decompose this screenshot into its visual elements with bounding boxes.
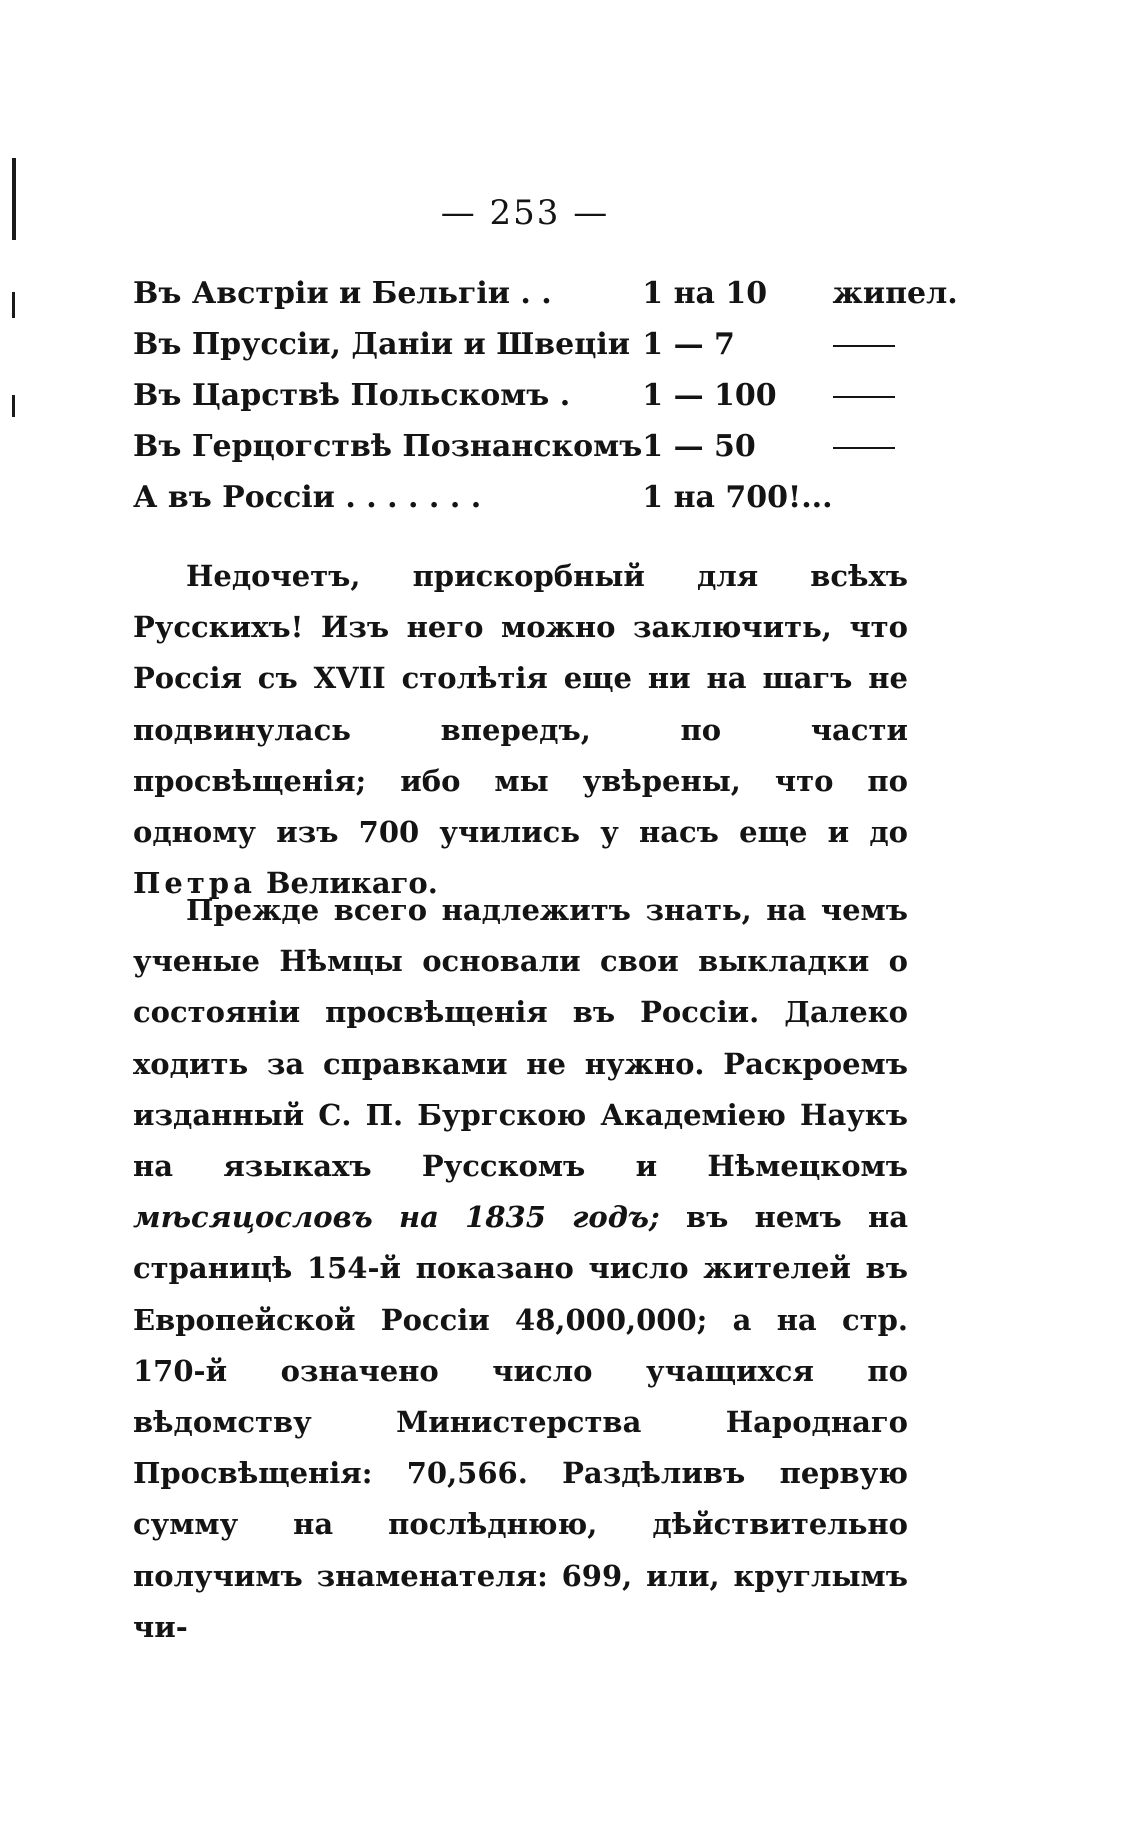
- page-number: — 253 —: [440, 193, 610, 233]
- scan-edge-mark: [12, 292, 15, 318]
- literacy-statistics-table: [133, 268, 958, 523]
- region-cell: Въ Герцогствѣ Познанскомъ: [133, 429, 643, 464]
- region-cell: А въ Россіи . . . . . . .: [133, 480, 482, 515]
- table-row: [133, 472, 958, 523]
- region-cell: Въ Царствѣ Польскомъ .: [133, 378, 571, 413]
- ratio-cell: 1 на 10: [642, 276, 768, 311]
- unit-cell: [833, 421, 958, 472]
- paragraph-1: [133, 551, 908, 909]
- paragraph-1-text: Недочетъ, прискорбный для всѣхъ Русскихъ! Изъ него можно заключить, что Россія съ XVII столѣтія еще ни на шагъ не подвинулась впередъ, по части просвѣщенія; ибо мы увѣрены, что по одному изъ 700 учились у насъ еще и до: [133, 559, 908, 850]
- ratio-cell: 1 на 700!...: [642, 480, 833, 515]
- paragraph-2-part1: Прежде всего надлежитъ знать, на чемъ ученые Нѣмцы основали свои выкладки о состояніи просвѣщенія въ Россіи. Далеко ходить за справками не нужно. Раскроемъ изданный С. П. Бургскою Академіею Наукъ на языкахъ Русскомъ и Нѣмецкомъ: [133, 893, 908, 1184]
- ditto-dash: [833, 447, 895, 449]
- table-row: [133, 319, 958, 370]
- region-cell: Въ Австріи и Бельгіи . .: [133, 276, 552, 311]
- paragraph-2-part2: въ немъ на страницѣ 154-й показано число жителей въ Европейской Россіи 48,000,000; а на стр. 170-й означено число учащихся по вѣдомству Министерства Народнаго Просвѣщенія: 70,566. Раздѣливъ первую сумму на послѣднюю, дѣйствительно получимъ знаменателя: 699, или, круглымъ чи-: [133, 1200, 908, 1644]
- ditto-dash: [833, 396, 895, 398]
- table-row: [133, 268, 958, 319]
- paragraph-1-name: Петра: [133, 866, 256, 901]
- table-row: [133, 421, 958, 472]
- unit-cell: [833, 472, 958, 523]
- unit-cell: [833, 370, 958, 421]
- paragraph-2: [133, 885, 908, 1653]
- ratio-cell: 1 — 7: [642, 327, 735, 362]
- region-cell: Въ Пруссіи, Даніи и Швеціи: [133, 327, 631, 362]
- ratio-cell: 1 — 100: [642, 378, 777, 413]
- unit-cell: жипел.: [832, 276, 958, 311]
- paragraph-1-tail: Великаго.: [255, 866, 438, 901]
- unit-cell: [833, 319, 958, 370]
- ditto-dash: [833, 345, 895, 347]
- table-row: [133, 370, 958, 421]
- ratio-cell: 1 — 50: [642, 429, 756, 464]
- scan-edge-mark: [12, 395, 15, 417]
- paragraph-2-italic-title: мѣсяцословъ на 1835 годъ;: [133, 1200, 660, 1235]
